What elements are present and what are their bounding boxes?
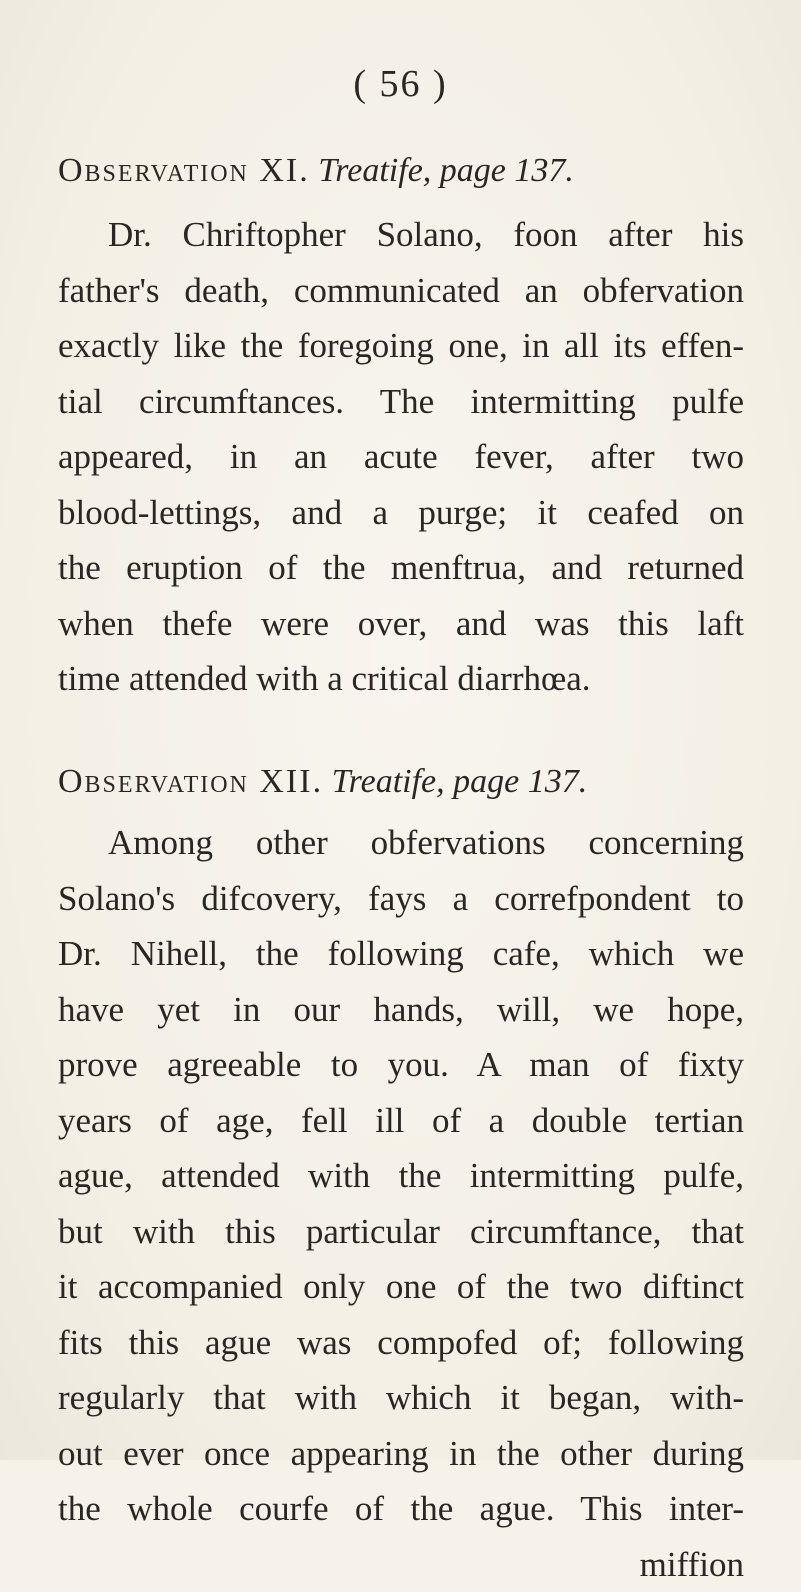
observation-12-heading [58,763,587,801]
text-line: Dr. Chriftopher Solano, foon after his [58,207,744,263]
text-line: exactly like the foregoing one, in all its effen- [58,318,744,374]
text-line: Among other obfervations concerning [58,815,744,871]
page-number: ( 56 ) [0,62,801,106]
text-line: the whole courfe of the ague. This inter- [58,1481,744,1537]
text-line: father's death, communicated an obfervation [58,263,744,319]
catchword: miffion [58,1537,744,1592]
text-line: appeared, in an acute fever, after two [58,429,744,485]
text-line: time attended with a critical diarrhœa. [58,651,744,707]
text-line: out ever once appearing in the other during [58,1426,744,1482]
text-line: it accompanied only one of the two diftinct [58,1259,744,1315]
text-line: but with this particular circumftance, that [58,1204,744,1260]
text-line: regularly that with which it began, with- [58,1370,744,1426]
observation-12-source: Treatife, page 137. [332,763,588,800]
text-line: the eruption of the menftrua, and returned [58,540,744,596]
text-line: fits this ague was compofed of; following [58,1315,744,1371]
observation-11-source: Treatife, page 137. [318,152,574,189]
text-line: have yet in our hands, will, we hope, [58,982,744,1038]
text-line: when thefe were over, and was this laft [58,596,744,652]
observation-11-text [58,207,744,707]
text-line: Solano's difcovery, fays a correfpondent to [58,871,744,927]
text-line: prove agreeable to you. A man of fixty [58,1037,744,1093]
observation-11-heading [58,152,574,190]
observation-12-text [58,815,744,1592]
observation-11-label: Observation XI. [58,152,310,189]
text-line: years of age, fell ill of a double tertian [58,1093,744,1149]
observation-12-label: Observation XII. [58,763,323,800]
text-line: Dr. Nihell, the following cafe, which we [58,926,744,982]
text-line: ague, attended with the intermitting pulfe, [58,1148,744,1204]
text-line: blood-lettings, and a purge; it ceafed on [58,485,744,541]
text-line: tial circumftances. The intermitting pulfe [58,374,744,430]
